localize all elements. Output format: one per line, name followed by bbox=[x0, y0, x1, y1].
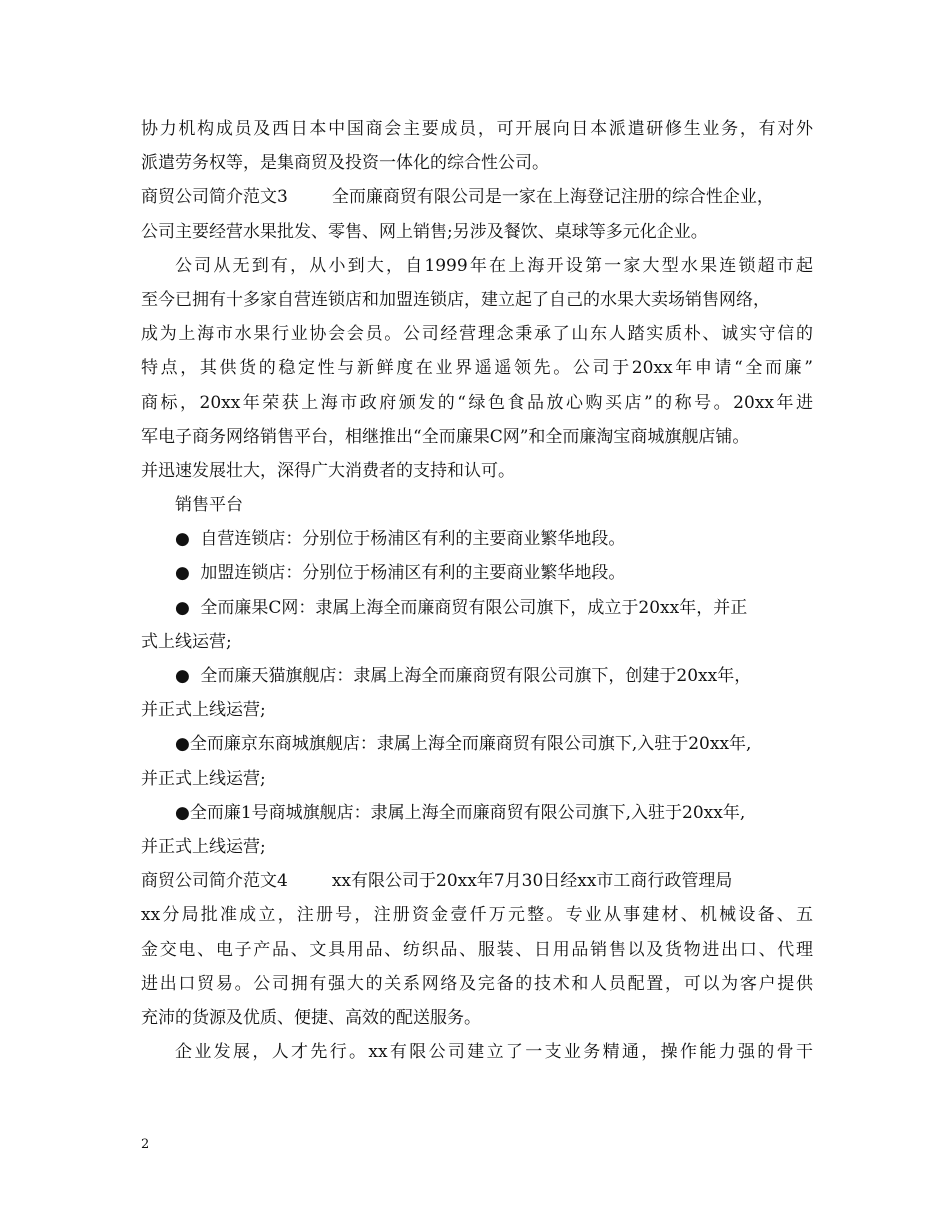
text-line: 公司主要经营水果批发、零售、网上销售;另涉及餐饮、桌球等多元化企业。 bbox=[141, 221, 708, 242]
section-heading-3: 商贸公司简介范文3 bbox=[141, 187, 288, 208]
list-item-text: 自营连锁店：分别位于杨浦区有利的主要商业繁华地段。 bbox=[200, 529, 626, 550]
subheading: 销售平台 bbox=[175, 495, 243, 516]
text-line: 特点，其供货的稳定性与新鲜度在业界遥遥领先。公司于20xx年申请“全而廉” bbox=[141, 358, 813, 379]
list-item bbox=[141, 591, 813, 625]
bullet-icon: ● bbox=[175, 597, 190, 618]
section-text: xx有限公司于20xx年7月30日经xx市工商行政管理局 bbox=[331, 871, 733, 892]
text-line: 企业发展，人才先行。xx有限公司建立了一支业务精通，操作能力强的骨干 bbox=[175, 1042, 813, 1063]
text-line: 式上线运营; bbox=[141, 631, 232, 652]
document-body bbox=[141, 112, 813, 1069]
section-heading-line bbox=[141, 180, 813, 214]
list-item-text: 全而廉天猫旗舰店：隶属上海全而廉商贸有限公司旗下，创建于20xx年， bbox=[200, 666, 752, 686]
list-item bbox=[141, 556, 813, 590]
text-line: 派遣劳务权等，是集商贸及投资一体化的综合性公司。 bbox=[141, 153, 549, 174]
text-line: 商标，20xx年荣获上海市政府颁发的“绿色食品放心购买店”的称号。20xx年进 bbox=[141, 392, 813, 413]
section-heading-4: 商贸公司简介范文4 bbox=[141, 871, 288, 892]
bullet-icon: ● bbox=[175, 563, 190, 584]
text-line: 军电子商务网络销售平台，相继推出“全而廉果C网”和全而廉淘宝商城旗舰店铺。 bbox=[141, 426, 750, 447]
page-number: 2 bbox=[141, 1137, 150, 1152]
text-line: 并正式上线运营; bbox=[141, 836, 266, 857]
list-item-text: 全而廉果C网：隶属上海全而廉商贸有限公司旗下，成立于20xx年，并正 bbox=[200, 597, 748, 618]
text-line: 成为上海市水果行业协会会员。公司经营理念秉承了山东人踏实质朴、诚实守信的 bbox=[141, 324, 813, 345]
list-item: ●全而廉京东商城旗舰店：隶属上海全而廉商贸有限公司旗下,入驻于20xx年, bbox=[175, 734, 752, 755]
text-line: 并正式上线运营; bbox=[141, 700, 266, 721]
text-line: 并迅速发展壮大，深得广大消费者的支持和认可。 bbox=[141, 460, 515, 481]
list-item bbox=[141, 522, 813, 556]
text-line: 进出口贸易。公司拥有强大的关系网络及完备的技术和人员配置，可以为客户提供 bbox=[141, 973, 813, 994]
list-item-text: 加盟连锁店：分别位于杨浦区有利的主要商业繁华地段。 bbox=[200, 563, 626, 584]
text-line: 并正式上线运营; bbox=[141, 768, 266, 789]
section-text: 全而廉商贸有限公司是一家在上海登记注册的综合性企业， bbox=[331, 187, 774, 208]
section-heading-line bbox=[141, 864, 813, 898]
text-line: 协力机构成员及西日本中国商会主要成员，可开展向日本派遣研修生业务，有对外 bbox=[141, 119, 813, 139]
text-line: xx分局批准成立，注册号，注册资金壹仟万元整。专业从事建材、机械设备、五 bbox=[141, 905, 813, 926]
list-item bbox=[141, 659, 813, 693]
text-line: 公司从无到有，从小到大，自1999年在上海开设第一家大型水果连锁超市起 bbox=[175, 255, 813, 276]
text-line: 至今已拥有十多家自营连锁店和加盟连锁店，建立起了自己的水果大卖场销售网络， bbox=[141, 289, 770, 310]
bullet-icon: ● bbox=[175, 529, 190, 550]
text-line: 充沛的货源及优质、便捷、高效的配送服务。 bbox=[141, 1007, 481, 1028]
bullet-icon: ● bbox=[175, 666, 190, 686]
text-line: 金交电、电子产品、文具用品、纺织品、服装、日用品销售以及货物进出口、代理 bbox=[141, 939, 813, 960]
list-item: ●全而廉1号商城旗舰店：隶属上海全而廉商贸有限公司旗下,入驻于20xx年, bbox=[175, 802, 746, 823]
